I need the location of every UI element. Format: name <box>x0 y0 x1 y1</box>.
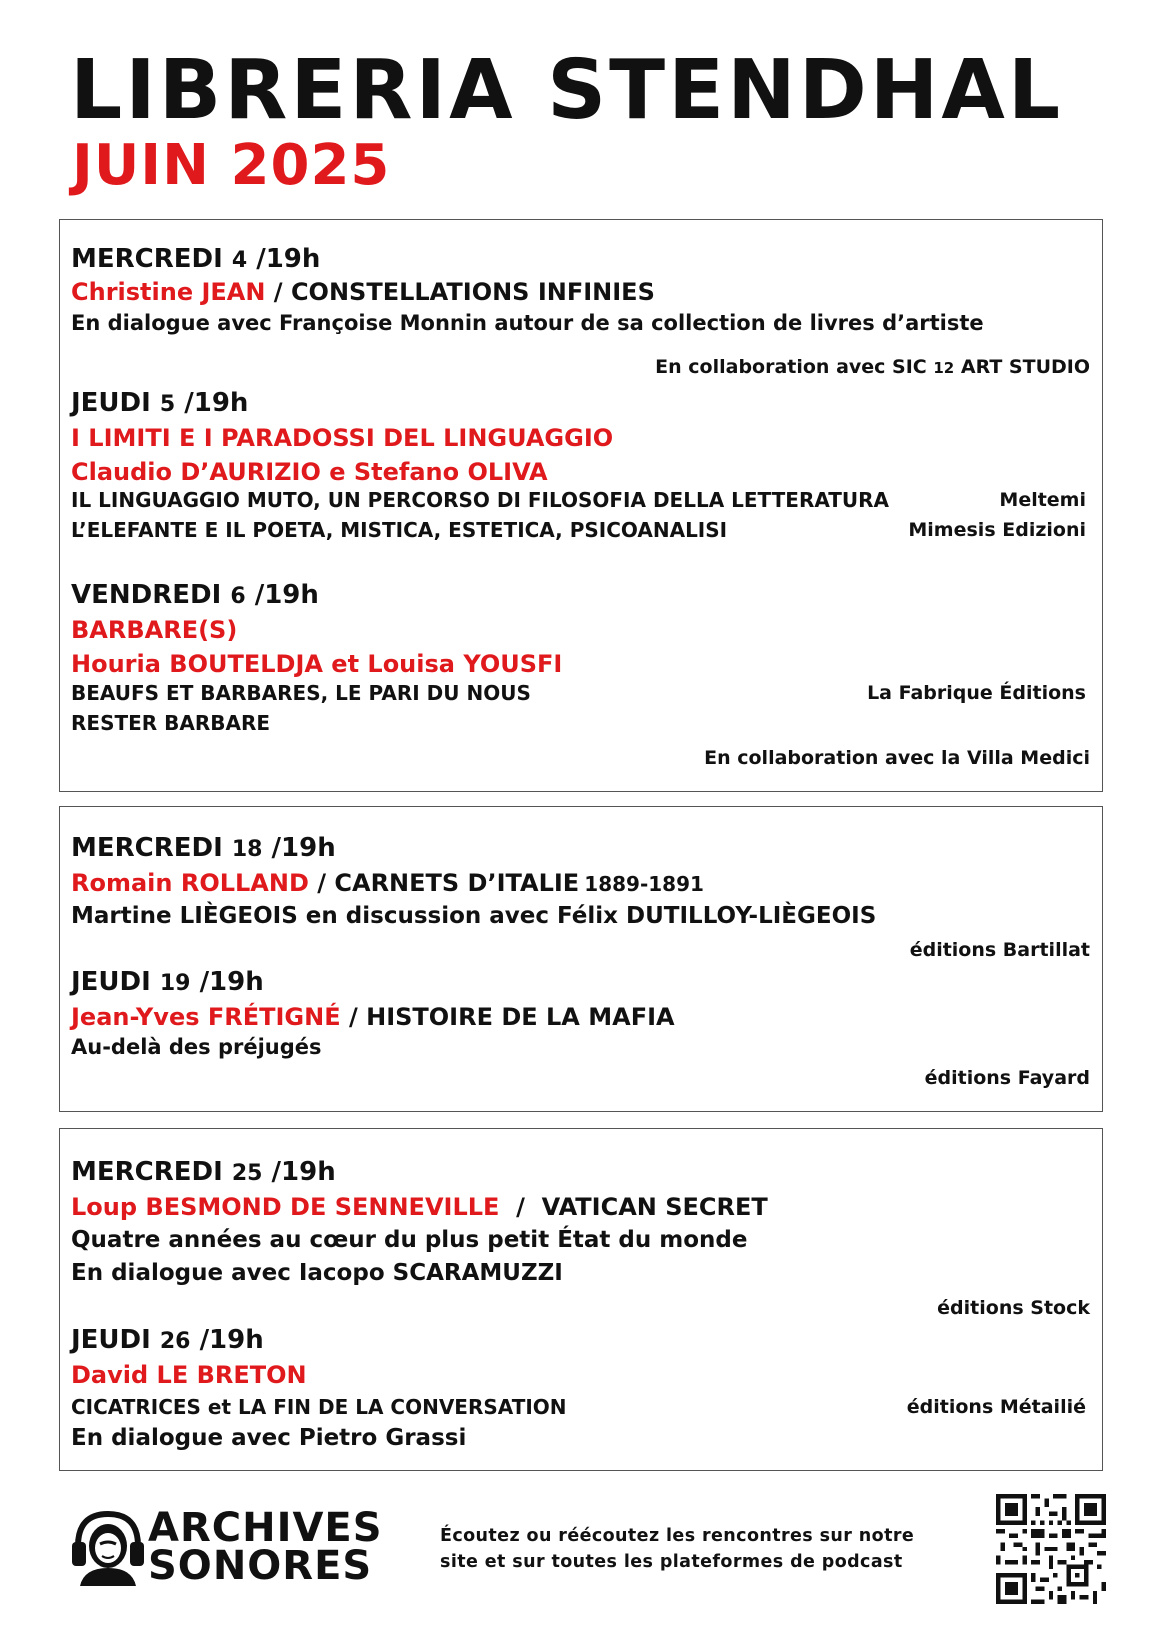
podcast-note-line-1: Écoutez ou réécoutez les rencontres sur notre <box>440 1526 915 1546</box>
event-day: JEUDI <box>71 967 151 997</box>
event-years: 1889-1891 <box>584 872 704 896</box>
book-title: RESTER BARBARE <box>71 711 271 735</box>
event-title: I LIMITI E I PARADOSSI DEL LINGUAGGIO <box>71 424 614 452</box>
event-date <box>71 246 320 272</box>
book-publisher: éditions Stock <box>937 1297 1090 1319</box>
event-headline <box>71 1195 768 1219</box>
event-title: BARBARE(S) <box>71 616 238 644</box>
event-time: /19h <box>254 580 319 610</box>
event-authors: Houria BOUTELDJA et Louisa YOUSFI <box>71 650 563 678</box>
events-box-2 <box>59 806 1103 1112</box>
event-date <box>71 1159 336 1185</box>
event-day-number: 26 <box>159 1329 191 1354</box>
event-time: /19h <box>199 1325 264 1355</box>
book-publisher: éditions Bartillat <box>909 939 1090 961</box>
event-description: En dialogue avec Françoise Monnin autour de sa collection de livres d’artiste <box>71 311 984 335</box>
separator: / <box>499 1193 542 1221</box>
event-work: HISTOIRE DE LA MAFIA <box>366 1003 675 1031</box>
book-publisher: éditions Fayard <box>924 1067 1090 1089</box>
event-author: Romain ROLLAND <box>71 869 309 897</box>
collab-number: 12 <box>933 359 955 377</box>
event-date <box>71 390 248 416</box>
event-work: VATICAN SECRET <box>541 1193 768 1221</box>
event-day: MERCREDI <box>71 1157 223 1187</box>
event-headline <box>71 280 655 304</box>
event-time: /19h <box>256 244 321 274</box>
event-time: /19h <box>271 833 336 863</box>
archives-sonores-logo[interactable] <box>70 1505 400 1589</box>
events-box-3 <box>59 1128 1103 1471</box>
event-work: CARNETS D’ITALIE <box>334 869 580 897</box>
event-author: Loup BESMOND DE SENNEVILLE <box>71 1193 500 1221</box>
event-description: Au-delà des préjugés <box>71 1035 322 1059</box>
event-day: JEUDI <box>71 388 151 418</box>
logo-line-2: SONORES <box>148 1543 373 1589</box>
event-time: /19h <box>271 1157 336 1187</box>
event-date <box>71 969 264 995</box>
event-day-number: 25 <box>231 1161 263 1186</box>
book-publisher: Mimesis Edizioni <box>908 519 1086 541</box>
event-author: Jean-Yves FRÉTIGNÉ <box>71 1003 341 1031</box>
podcast-note-line-2: site et sur toutes les plateformes de podcast <box>440 1552 903 1572</box>
event-date <box>71 835 336 861</box>
event-description: En dialogue avec Iacopo SCARAMUZZI <box>71 1260 563 1286</box>
book-title: IL LINGUAGGIO MUTO, UN PERCORSO DI FILOSOFIA DELLA LETTERATURA <box>71 488 890 512</box>
event-day: MERCREDI <box>71 244 223 274</box>
book-publisher: La Fabrique Éditions <box>867 682 1086 704</box>
page-title: LIBRERIA STENDHAL <box>70 43 1064 138</box>
podcast-note <box>440 1523 914 1575</box>
book-publisher: éditions Métailié <box>906 1396 1086 1418</box>
event-day: VENDREDI <box>71 580 222 610</box>
event-day-number: 5 <box>159 392 176 417</box>
event-time: /19h <box>199 967 264 997</box>
event-day-number: 6 <box>230 584 246 609</box>
events-box-1 <box>59 219 1103 792</box>
event-day-number: 19 <box>159 971 191 996</box>
event-collaboration: En collaboration avec la Villa Medici <box>704 747 1090 769</box>
event-day: MERCREDI <box>71 833 223 863</box>
event-day: JEUDI <box>71 1325 151 1355</box>
event-description: Quatre années au cœur du plus petit État du monde <box>71 1227 748 1253</box>
page-subtitle: JUIN 2025 <box>72 133 391 198</box>
event-authors: Claudio D’AURIZIO e Stefano OLIVA <box>71 458 548 486</box>
event-description: En dialogue avec Pietro Grassi <box>71 1425 467 1451</box>
event-headline <box>71 1005 675 1029</box>
headphones-portrait-icon <box>70 1506 146 1586</box>
book-title: CICATRICES et LA FIN DE LA CONVERSATION <box>71 1395 567 1419</box>
separator: / <box>308 869 335 897</box>
book-title: BEAUFS ET BARBARES, LE PARI DU NOUS <box>71 681 531 705</box>
event-headline <box>71 871 704 895</box>
separator: / <box>340 1003 367 1031</box>
book-publisher: Meltemi <box>999 489 1086 511</box>
event-description: Martine LIÈGEOIS en discussion avec Félix DUTILLOY-LIÈGEOIS <box>71 903 877 929</box>
event-collaboration <box>655 358 1090 377</box>
event-author: Christine JEAN <box>71 278 266 306</box>
event-date <box>71 582 319 608</box>
event-work: CONSTELLATIONS INFINIES <box>290 278 655 306</box>
event-time: /19h <box>184 388 249 418</box>
event-day-number: 18 <box>231 837 263 862</box>
book-title: L’ELEFANTE E IL POETA, MISTICA, ESTETICA, PSICOANALISI <box>71 518 728 542</box>
event-author: David LE BRETON <box>71 1361 307 1389</box>
collab-text-end: ART STUDIO <box>960 356 1090 378</box>
separator: / <box>265 278 291 306</box>
logo-line-1: ARCHIVES <box>148 1505 383 1551</box>
event-date <box>71 1327 264 1353</box>
qr-code-icon[interactable] <box>996 1494 1106 1604</box>
collab-text: En collaboration avec SIC <box>655 356 927 378</box>
event-day-number: 4 <box>231 248 248 273</box>
